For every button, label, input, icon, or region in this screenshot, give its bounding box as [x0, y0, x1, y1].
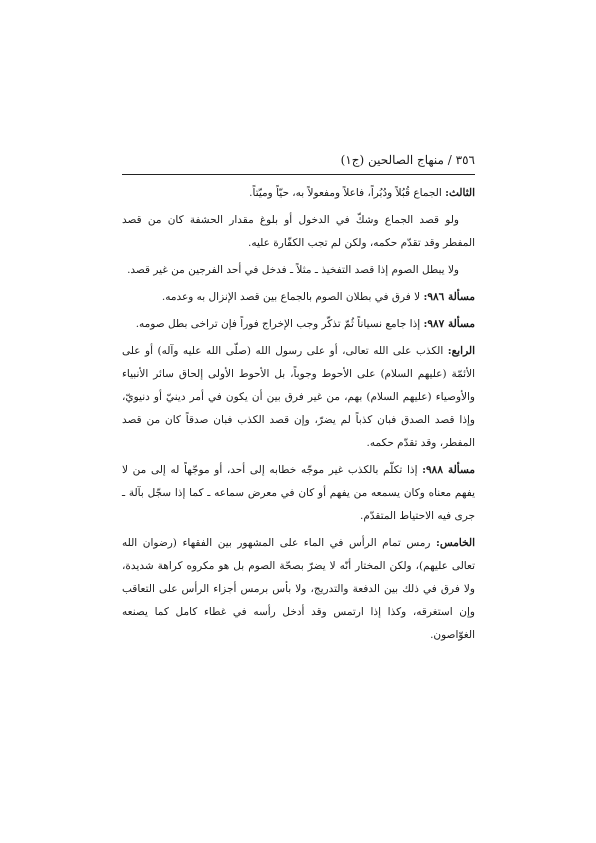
- paragraph-fifth: [122, 532, 475, 647]
- masala-label: مسألة ٩٨٦:: [423, 291, 475, 303]
- paragraph-text: إذا جامع نسياناً ثُمّ تذكّر وجب الإخراج فوراً فإن تراخى بطل صومه.: [135, 318, 424, 330]
- masala-label: مسألة ٩٨٨:: [422, 464, 475, 476]
- page-body: [122, 182, 475, 651]
- heading-third: الثالث:: [445, 187, 475, 199]
- paragraph-tafkhidh: [122, 259, 475, 282]
- masala-label: مسألة ٩٨٧:: [423, 318, 475, 330]
- heading-fourth: الرابع:: [447, 345, 475, 357]
- paragraph-text: ولا يبطل الصوم إذا قصد التفخيذ ـ مثلاً ـ فدخل في أحد الفرجين من غير قصد.: [127, 264, 459, 276]
- paragraph-text: إذا تكلّم بالكذب غير موجّه خطابه إلى أحد، أو موجّهاً له إلى من لا يفهم معناه وكان يسمعه من يفهم أو كان في معرض سماعه ـ كما إذا سجّل بآلة ـ جرى فيه الاحتياط المتقدّم.: [122, 464, 475, 522]
- paragraph-third: [122, 182, 475, 205]
- paragraph-text: الجماع قُبُلاً ودُبُراً، فاعلاً ومفعولاً به، حيّاً وميّتاً.: [249, 187, 446, 199]
- header-rule: [122, 174, 475, 175]
- paragraph-text: رمس تمام الرأس في الماء على المشهور بين الفقهاء (رضوان الله تعالى عليهم)، ولكن المختار أنّه لا يضرّ بصحّة الصوم بل هو مكروه كراهة شديدة، ولا فرق في ذلك بين الدفعة والتدريج، ولا بأس برمس أجزاء الرأس على التعاقب وإن استغرقه، وكذا إذا ارتمس وقد أدخل رأسه في غطاء كامل كما يصنعه الغوّاصون.: [122, 537, 475, 641]
- masala-988: [122, 459, 475, 528]
- masala-987: [122, 313, 475, 336]
- paragraph-text: ولو قصد الجماع وشكّ في الدخول أو بلوغ مقدار الحشفة كان من قصد المفطر وقد تقدّم حكمه، ولكن لم تجب الكفّارة عليه.: [122, 214, 475, 249]
- paragraph-text: الكذب على الله تعالى، أو على رسول الله (صلّى الله عليه وآله) أو على الأئمّة (عليهم السلام) على الأحوط وجوباً، بل الأحوط الأولى إلحاق سائر الأنبياء والأوصياء (عليهم السلام) بهم، من غير فرق بين أن يكون في أمر دينيّ أو دنيويّ، وإذا قصد الصدق فبان كذباً لم يضرّ، وإن قصد الكذب فبان صدقاً كان من قصد المفطر، وقد تقدّم حكمه.: [122, 345, 475, 449]
- running-head: ٣٥٦ / منهاج الصالحين (ج١): [340, 153, 475, 167]
- masala-986: [122, 286, 475, 309]
- paragraph-fourth: [122, 340, 475, 455]
- paragraph-doubt: [122, 209, 475, 255]
- paragraph-text: لا فرق في بطلان الصوم بالجماع بين قصد الإنزال به وعدمه.: [161, 291, 424, 303]
- heading-fifth: الخامس:: [436, 537, 475, 549]
